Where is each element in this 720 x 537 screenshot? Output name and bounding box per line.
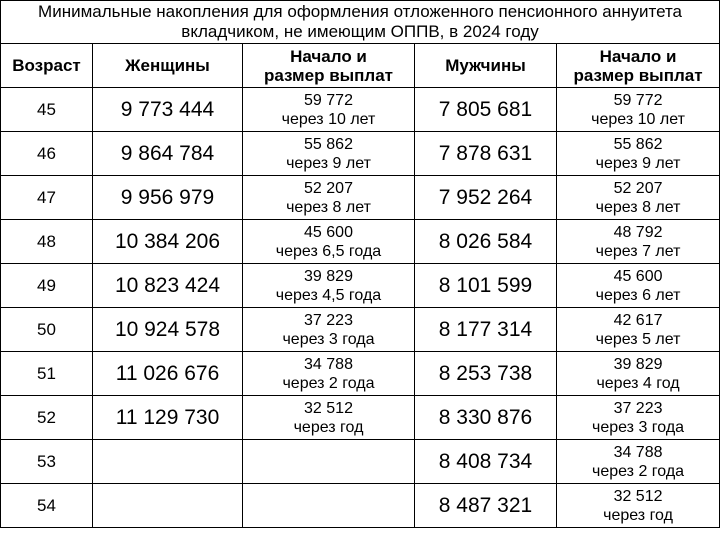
age-cell: 54 (1, 484, 93, 528)
men-payment-amount: 59 772 (613, 91, 663, 109)
table-row (1, 220, 720, 264)
table-row (1, 88, 720, 132)
men-amount-cell: 7 952 264 (415, 176, 557, 220)
men-start-cell (557, 484, 720, 528)
men-start-cell (557, 176, 720, 220)
age-cell: 45 (1, 88, 93, 132)
table-body (1, 88, 720, 528)
men-payment-start: через 7 лет (595, 242, 681, 260)
header-women-start-line-2: размер выплат (263, 65, 394, 85)
table-row (1, 176, 720, 220)
table-title-line-2: вкладчиком, не имеющим ОППВ, в 2024 году (181, 22, 539, 41)
women-start-cell (243, 264, 415, 308)
women-payment-amount: 34 788 (304, 355, 353, 373)
age-cell: 50 (1, 308, 93, 352)
men-payment-amount: 48 792 (613, 223, 663, 241)
men-payment-amount: 34 788 (613, 443, 663, 461)
men-amount-cell: 8 177 314 (415, 308, 557, 352)
men-start-cell (557, 308, 720, 352)
women-start-cell (243, 440, 415, 484)
header-men-start-line-2: размер выплат (573, 65, 703, 85)
age-cell: 52 (1, 396, 93, 440)
women-payment-start: через 9 лет (286, 154, 371, 172)
men-payment-start: через 9 лет (595, 154, 681, 172)
men-payment-amount: 55 862 (613, 135, 663, 153)
men-start-cell (557, 440, 720, 484)
women-start-cell (243, 88, 415, 132)
age-cell: 46 (1, 132, 93, 176)
table-row (1, 132, 720, 176)
men-payment-amount: 42 617 (613, 311, 663, 329)
women-start-cell (243, 396, 415, 440)
women-start-cell (243, 220, 415, 264)
header-women: Женщины (93, 44, 243, 88)
men-amount-cell: 7 805 681 (415, 88, 557, 132)
women-payment-amount: 52 207 (304, 179, 353, 197)
table-title (1, 1, 720, 44)
women-payment-start: через год (293, 418, 364, 436)
age-cell: 49 (1, 264, 93, 308)
women-amount-cell: 9 956 979 (93, 176, 243, 220)
men-payment-amount: 37 223 (613, 399, 663, 417)
women-payment-amount: 59 772 (304, 91, 353, 109)
men-payment-start: через 8 лет (595, 198, 681, 216)
men-amount-cell: 8 253 738 (415, 352, 557, 396)
women-payment-amount: 55 862 (304, 135, 353, 153)
women-amount-cell (93, 440, 243, 484)
women-start-cell (243, 352, 415, 396)
men-start-cell (557, 220, 720, 264)
men-amount-cell: 8 487 321 (415, 484, 557, 528)
women-payment-start: через 10 лет (281, 110, 376, 128)
table-row (1, 396, 720, 440)
women-payment-amount: 37 223 (304, 311, 353, 329)
title-row (1, 1, 720, 44)
women-amount-cell: 10 384 206 (93, 220, 243, 264)
table-row (1, 264, 720, 308)
women-amount-cell: 9 773 444 (93, 88, 243, 132)
women-amount-cell: 9 864 784 (93, 132, 243, 176)
table-row (1, 352, 720, 396)
men-payment-start: через 10 лет (591, 110, 685, 128)
women-payment-amount: 39 829 (304, 267, 353, 285)
women-payment-start: через 3 года (282, 330, 375, 348)
men-payment-amount: 52 207 (613, 179, 663, 197)
women-amount-cell: 11 129 730 (93, 396, 243, 440)
men-amount-cell: 7 878 631 (415, 132, 557, 176)
header-women-start-line-1: Начало и (290, 46, 367, 66)
age-cell: 51 (1, 352, 93, 396)
table-title-line-1: Минимальные накопления для оформления отложенного пенсионного аннуитета (38, 2, 683, 21)
men-start-cell (557, 88, 720, 132)
women-payment-start: через 8 лет (286, 198, 371, 216)
men-payment-start: через 4 год (596, 374, 680, 392)
women-amount-cell: 10 823 424 (93, 264, 243, 308)
header-age: Возраст (1, 44, 93, 88)
header-men-start-line-1: Начало и (599, 46, 677, 66)
age-cell: 53 (1, 440, 93, 484)
women-start-cell (243, 484, 415, 528)
men-start-cell (557, 396, 720, 440)
women-amount-cell (93, 484, 243, 528)
women-start-cell (243, 132, 415, 176)
women-start-cell (243, 176, 415, 220)
table-row (1, 484, 720, 528)
men-payment-start: через 2 года (591, 462, 685, 480)
header-men-start (557, 44, 720, 88)
men-amount-cell: 8 101 599 (415, 264, 557, 308)
header-women-start (243, 44, 415, 88)
table-row (1, 440, 720, 484)
men-payment-start: через 3 года (591, 418, 685, 436)
women-amount-cell: 10 924 578 (93, 308, 243, 352)
men-payment-amount: 45 600 (613, 267, 663, 285)
women-payment-start: через 6,5 года (275, 242, 382, 260)
men-payment-amount: 39 829 (613, 355, 663, 373)
age-cell: 47 (1, 176, 93, 220)
men-payment-start: через год (603, 506, 673, 524)
men-payment-start: через 6 лет (595, 286, 681, 304)
men-start-cell (557, 264, 720, 308)
women-payment-amount: 45 600 (304, 223, 353, 241)
men-start-cell (557, 132, 720, 176)
header-men: Мужчины (415, 44, 557, 88)
men-payment-amount: 32 512 (613, 487, 663, 505)
men-amount-cell: 8 026 584 (415, 220, 557, 264)
header-row (1, 44, 720, 88)
women-start-cell (243, 308, 415, 352)
men-payment-start: через 5 лет (595, 330, 681, 348)
age-cell: 48 (1, 220, 93, 264)
men-start-cell (557, 352, 720, 396)
women-payment-start: через 2 года (282, 374, 375, 392)
men-amount-cell: 8 408 734 (415, 440, 557, 484)
men-amount-cell: 8 330 876 (415, 396, 557, 440)
table-row (1, 308, 720, 352)
women-amount-cell: 11 026 676 (93, 352, 243, 396)
women-payment-amount: 32 512 (304, 399, 353, 417)
women-payment-start: через 4,5 года (275, 286, 382, 304)
